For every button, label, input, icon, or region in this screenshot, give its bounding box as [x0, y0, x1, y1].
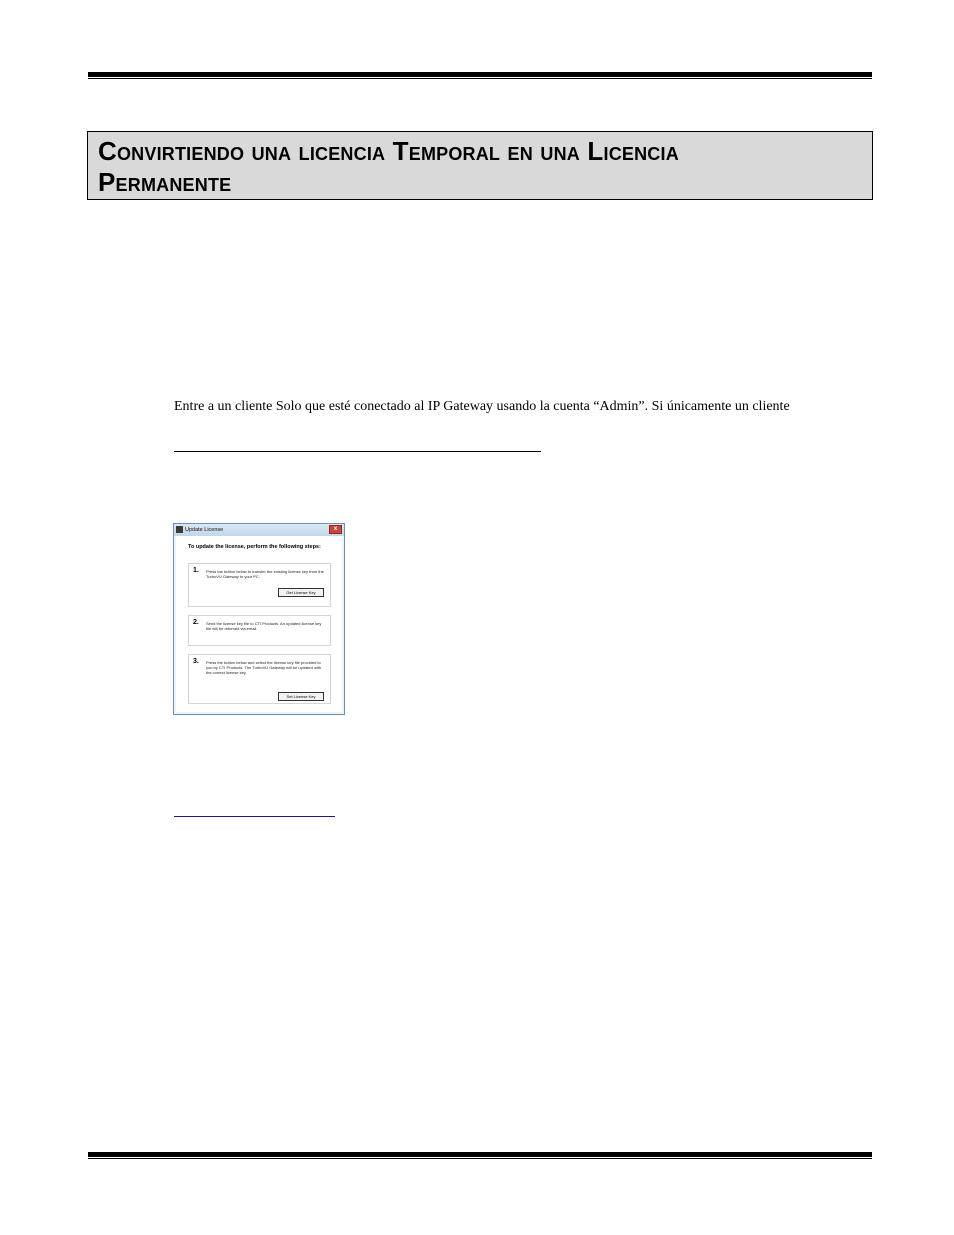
section-heading-line2: Permanente	[98, 167, 232, 197]
body-paragraph: Entre a un cliente Solo que esté conectado al IP Gateway usando la cuenta “Admin”. Si únicamente un cliente	[174, 399, 790, 414]
header-rule	[88, 72, 872, 79]
underline-link-2[interactable]	[174, 816, 335, 817]
section-heading-line1: Convirtiendo una licencia Temporal en una Licencia	[98, 136, 679, 166]
underline-link-1[interactable]	[174, 451, 541, 452]
dialog-titlebar[interactable]	[174, 524, 344, 536]
close-icon[interactable]: x	[329, 525, 342, 534]
update-license-dialog	[173, 523, 345, 715]
footer-rule	[88, 1152, 872, 1159]
set-license-key-button[interactable]: Set License Key	[278, 692, 324, 701]
dialog-instruction: To update the license, perform the following steps:	[188, 544, 321, 550]
step-2-number: 2.	[193, 619, 199, 626]
step-1-number: 1.	[193, 567, 199, 574]
step-1-text: Press the button below to transfer the existing license key from the TurboVU Gateway to your PC.	[206, 569, 324, 579]
app-icon	[176, 526, 183, 533]
get-license-key-button[interactable]: Get License Key	[278, 588, 324, 597]
step-2-text: Send the license key file to CTI Products. An updated license key file will be returned via email.	[206, 621, 322, 631]
step-3-panel	[188, 654, 331, 704]
dialog-body	[176, 536, 342, 712]
step-3-text: Press the button below and select the license key file provided to you by CTI Products. The TurboVU Gateway will be updated with the correct license key.	[206, 660, 322, 675]
step-1-panel	[188, 563, 331, 607]
step-2-panel	[188, 615, 331, 646]
section-heading	[87, 131, 873, 200]
dialog-title: Update License	[185, 527, 224, 533]
step-3-number: 3.	[193, 658, 199, 665]
